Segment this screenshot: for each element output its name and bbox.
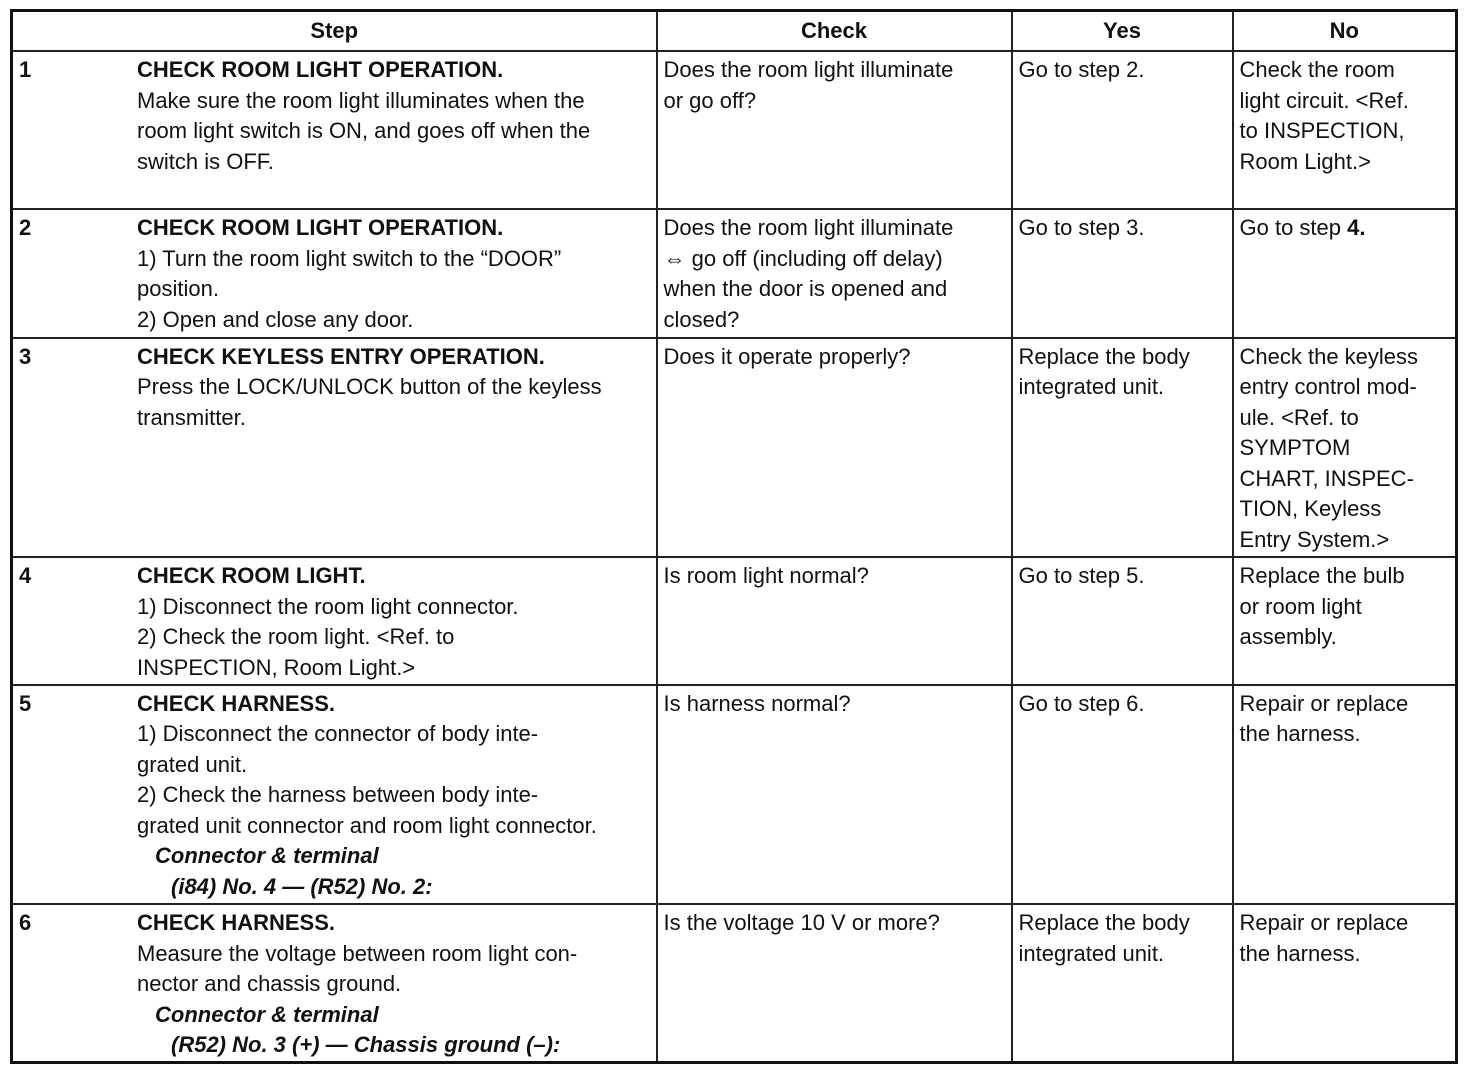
step-cell [12,685,657,905]
yes-cell [1012,338,1233,558]
yes-step-ref: 6. [1126,690,1145,716]
no-cell [1233,51,1457,209]
no-cell [1233,904,1457,1062]
check-cell [657,904,1012,1062]
check-line: Does the room light illuminate [663,215,954,241]
step-cell [12,338,657,558]
step-line: room light switch is ON, and goes off when the [137,118,591,143]
step-number: 1 [19,57,32,82]
yes-cell [1012,685,1233,905]
step-content [19,561,650,683]
step-title: CHECK ROOM LIGHT OPERATION. [137,57,504,82]
yes-step-ref: 5. [1126,563,1145,589]
yes-cell [1012,209,1233,337]
check-line: Does the room light illuminate [663,57,954,82]
yes-text: Go to step [1018,563,1127,589]
step-description [137,561,650,683]
step-line: 1) Disconnect the room light connector. [137,593,519,619]
step-line: Measure the voltage between room light con- [137,940,578,966]
check-line: or go off? [663,87,757,113]
step-line: nector and chassis ground. [137,971,402,997]
step-content [19,342,650,434]
check-line: Does it operate properly? [663,343,911,369]
no-line: TION, Keyless [1239,496,1382,522]
step-line: 1) Disconnect the connector of body inte- [137,721,539,747]
no-line: SYMPTOM [1239,435,1351,461]
no-line: Check the keyless [1239,343,1419,369]
header-step: Step [12,11,657,52]
table-row [12,338,1457,558]
no-line: entry control mod- [1239,374,1417,400]
check-line: Is room light normal? [663,563,869,589]
step-title: CHECK ROOM LIGHT. [137,563,366,589]
step-number: 4 [19,563,32,589]
check-line: Is the voltage 10 V or more? [663,910,940,936]
connector-label: Connector & terminal [155,843,379,869]
yes-text: Replace the body integrated unit. [1018,343,1190,400]
no-line: Check the room [1239,57,1395,82]
no-line: assembly. [1239,624,1337,650]
no-cell [1233,209,1457,337]
step-cell [12,557,657,684]
no-line: Room Light.> [1239,148,1371,174]
step-line: position. [137,276,219,302]
yes-cell [1012,51,1233,209]
step-content [19,689,650,903]
step-line: grated unit connector and room light connector. [137,812,597,838]
yes-text: Replace the body integrated unit. [1018,910,1190,966]
check-line: ⇔ go off (including off delay) [663,245,943,271]
table-row [12,557,1457,684]
no-line: Repair or replace [1239,690,1409,716]
no-line: Entry System.> [1239,526,1390,552]
step-description [137,213,650,335]
table-row [12,685,1457,905]
yes-cell [1012,557,1233,684]
no-line: ule. <Ref. to [1239,404,1359,430]
step-line: Make sure the room light illuminates when the [137,87,585,113]
check-cell [657,209,1012,337]
diagnostic-table [10,9,1458,1064]
step-line: transmitter. [137,404,246,430]
step-title: CHECK HARNESS. [137,690,336,716]
no-line: light circuit. <Ref. [1239,87,1409,113]
yes-cell [1012,904,1233,1062]
step-line: 1) Turn the room light switch to the “DOOR” [137,245,562,271]
step-line: 2) Open and close any door. [137,306,414,332]
step-content [19,213,650,335]
check-line: closed? [663,306,740,332]
table-row [12,51,1457,209]
step-cell [12,51,657,209]
check-line: when the door is opened and [663,276,948,302]
yes-text: Go to step [1018,57,1127,82]
step-line: 2) Check the harness between body inte- [137,782,539,808]
step-description [137,342,650,434]
step-line: 2) Check the room light. <Ref. to [137,624,455,650]
step-line: INSPECTION, Room Light.> [137,654,416,680]
check-cell [657,51,1012,209]
table-row [12,209,1457,337]
step-line: grated unit. [137,751,248,777]
step-number: 2 [19,215,32,241]
step-number: 5 [19,690,32,716]
no-cell [1233,685,1457,905]
check-cell [657,685,1012,905]
connector-terminal: (R52) No. 3 (+) — Chassis ground (–): [171,1032,561,1058]
step-line: Press the LOCK/UNLOCK button of the keyless [137,374,602,400]
yes-step-ref: 3. [1126,215,1145,241]
step-description [137,908,650,1061]
yes-text: Go to step [1018,215,1127,241]
step-title: CHECK KEYLESS ENTRY OPERATION. [137,343,545,369]
step-number: 6 [19,910,32,936]
no-step-ref: 4. [1347,215,1366,241]
step-cell [12,209,657,337]
connector-label: Connector & terminal [155,1001,379,1027]
check-cell [657,338,1012,558]
table-row [12,904,1457,1062]
step-title: CHECK ROOM LIGHT OPERATION. [137,215,504,241]
check-line: Is harness normal? [663,690,851,716]
no-line: to INSPECTION, [1239,118,1405,143]
yes-step-ref: 2. [1126,57,1145,82]
step-content [19,908,650,1061]
no-line: Go to step 4. [1239,215,1366,241]
connector-terminal: (i84) No. 4 — (R52) No. 2: [171,873,433,899]
no-line: the harness. [1239,940,1361,966]
no-line: Repair or replace [1239,910,1409,936]
step-description [137,55,650,177]
no-line: or room light [1239,593,1362,619]
yes-text: Go to step [1018,690,1127,716]
step-description [137,689,650,903]
header-row [12,11,1457,52]
check-cell [657,557,1012,684]
step-line: switch is OFF. [137,148,274,174]
header-yes: Yes [1012,11,1233,52]
step-cell [12,904,657,1062]
header-no: No [1233,11,1457,52]
step-number: 3 [19,343,32,369]
no-cell [1233,338,1457,558]
no-cell [1233,557,1457,684]
step-content [19,55,650,177]
no-line: Replace the bulb [1239,563,1405,589]
step-title: CHECK HARNESS. [137,910,336,936]
no-line: the harness. [1239,721,1361,747]
no-line: CHART, INSPEC- [1239,465,1414,491]
header-check: Check [657,11,1012,52]
